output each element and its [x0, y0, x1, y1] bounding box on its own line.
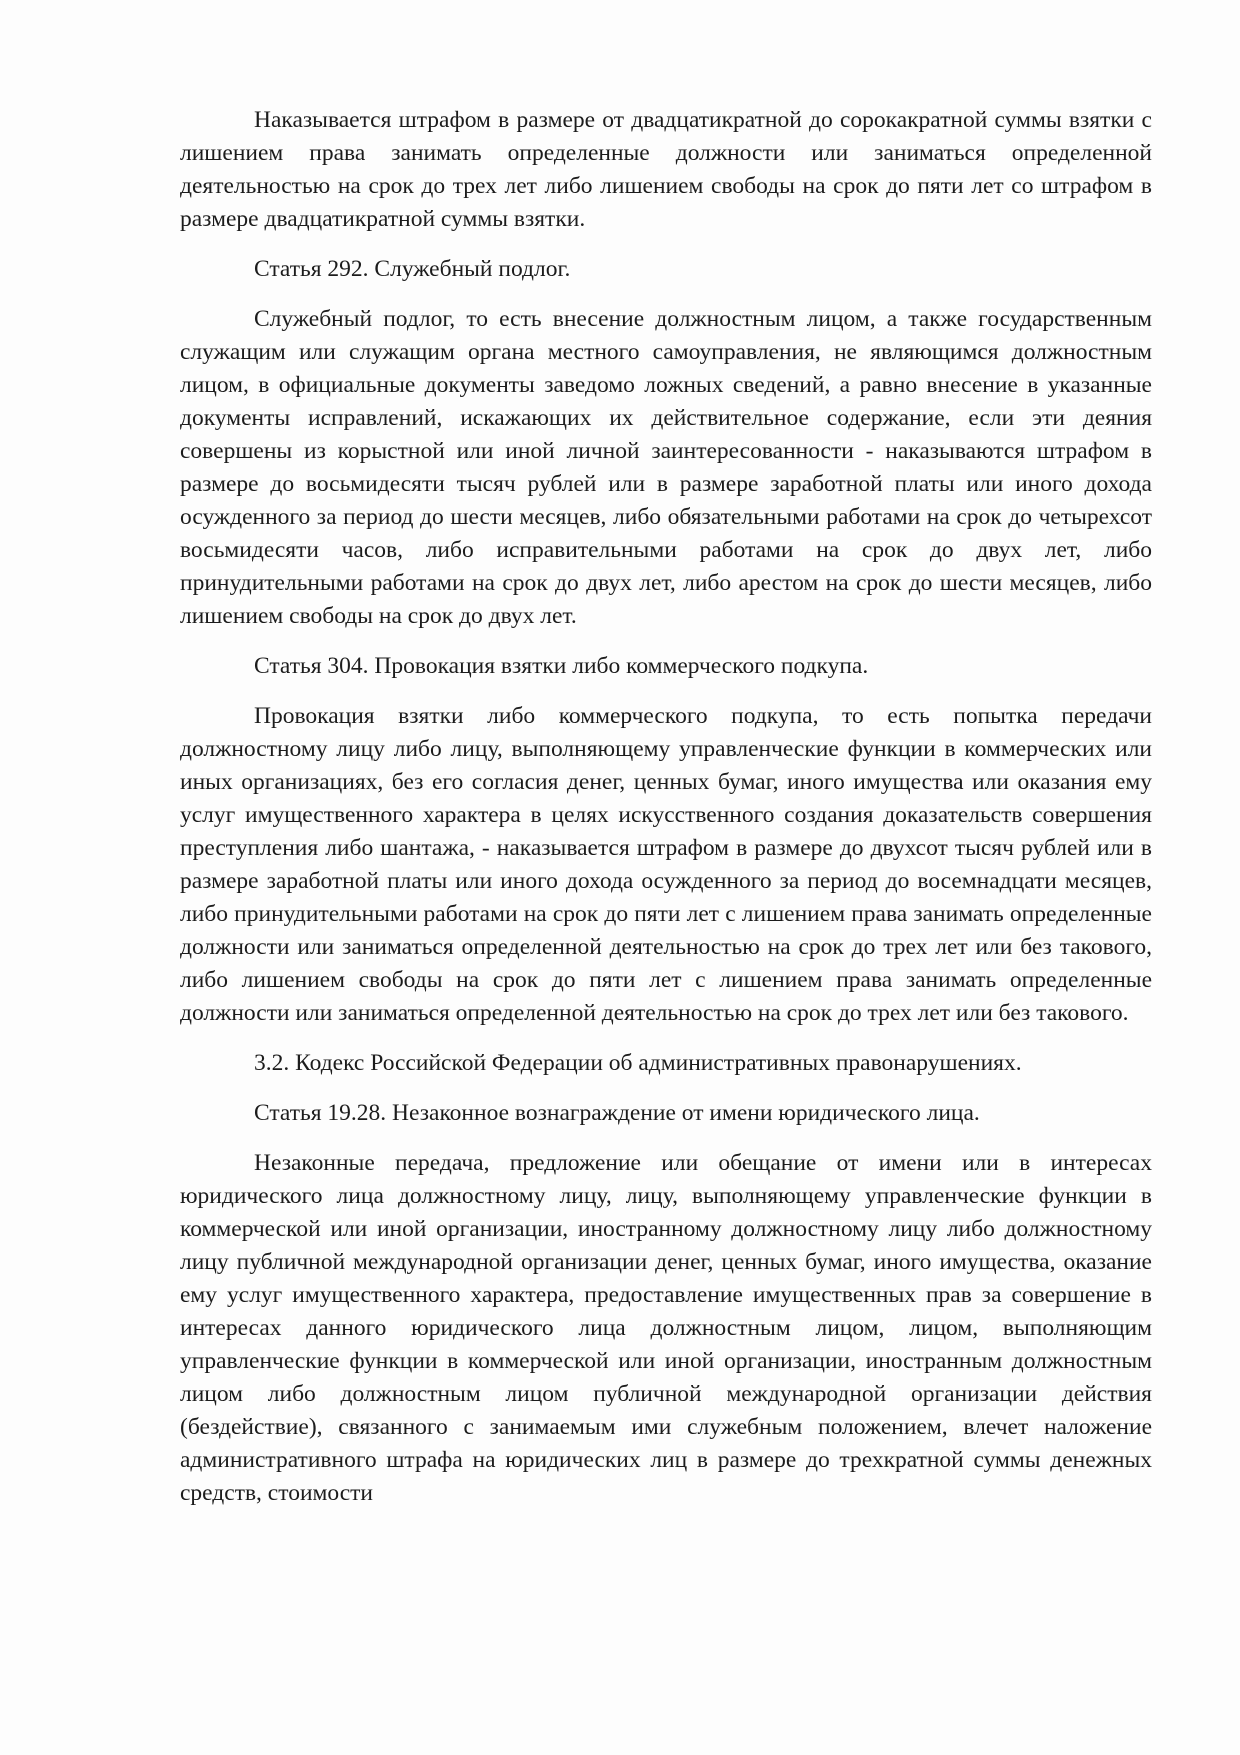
article-304-heading: Статья 304. Провокация взятки либо коммерческого подкупа.: [254, 653, 869, 679]
article-19-28-text: Незаконные передача, предложение или обещание от имени или в интересах юридического лица должностному лицу, лицу, выполняющему управленческие функции в коммерческой или иной организации, иностранному должностному лицу либо должностному лицу публичной международной организации денег, ценных бумаг, иного имущества, оказание ему услуг имущественного характера, предоставление имущественных прав за совершение в интересах данного юридического лица должностным лицом, лицом, выполняющим управленческие функции в коммерческой или иной организации, иностранным должностным лицом либо должностным лицом публичной международной организации действия (бездействие), связанного с занимаемым ими служебным положением, влечет наложение административного штрафа на юридических лиц в размере до трехкратной суммы денежных средств, стоимости: [180, 1150, 1152, 1506]
article-19-28-heading: Статья 19.28. Незаконное вознаграждение от имени юридического лица.: [254, 1100, 980, 1126]
paragraph-penalty-bribe: Наказывается штрафом в размере от двадцатикратной до сорокакратной суммы взятки с лишением права занимать определенные должности или заниматься определенной деятельностью на срок до трех лет либо лишением свободы на срок до пяти лет со штрафом в размере двадцатикратной суммы взятки.: [180, 107, 1152, 232]
article-292-text: Служебный подлог, то есть внесение должностным лицом, а также государственным служащим или служащим органа местного самоуправления, не являющимся должностным лицом, в официальные документы заведомо ложных сведений, а равно внесение в указанные документы исправлений, искажающих их действительное содержание, если эти деяния совершены из корыстной или иной личной заинтересованности - наказываются штрафом в размере до восьмидесяти тысяч рублей или в размере заработной платы или иного дохода осужденного за период до шести месяцев, либо обязательными работами на срок до четырехсот восьмидесяти часов, либо исправительными работами на срок до двух лет, либо принудительными работами на срок до двух лет, либо арестом на срок до шести месяцев, либо лишением свободы на срок до двух лет.: [180, 306, 1152, 629]
section-3-2-heading: 3.2. Кодекс Российской Федерации об административных правонарушениях.: [254, 1050, 1022, 1076]
article-304-text: Провокация взятки либо коммерческого подкупа, то есть попытка передачи должностному лицу либо лицу, выполняющему управленческие функции в коммерческих или иных организациях, без его согласия денег, ценных бумаг, иного имущества или оказания ему услуг имущественного характера в целях искусственного создания доказательств совершения преступления либо шантажа, - наказывается штрафом в размере до двухсот тысяч рублей или в размере заработной платы или иного дохода осужденного за период до восемнадцати месяцев, либо принудительными работами на срок до пяти лет с лишением права занимать определенные должности или заниматься определенной деятельностью на срок до трех лет или без такового, либо лишением свободы на срок до пяти лет с лишением права занимать определенные должности или заниматься определенной деятельностью на срок до трех лет или без такового.: [180, 703, 1152, 1026]
document-body: [180, 104, 1152, 1510]
article-292-heading: Статья 292. Служебный подлог.: [254, 256, 571, 282]
